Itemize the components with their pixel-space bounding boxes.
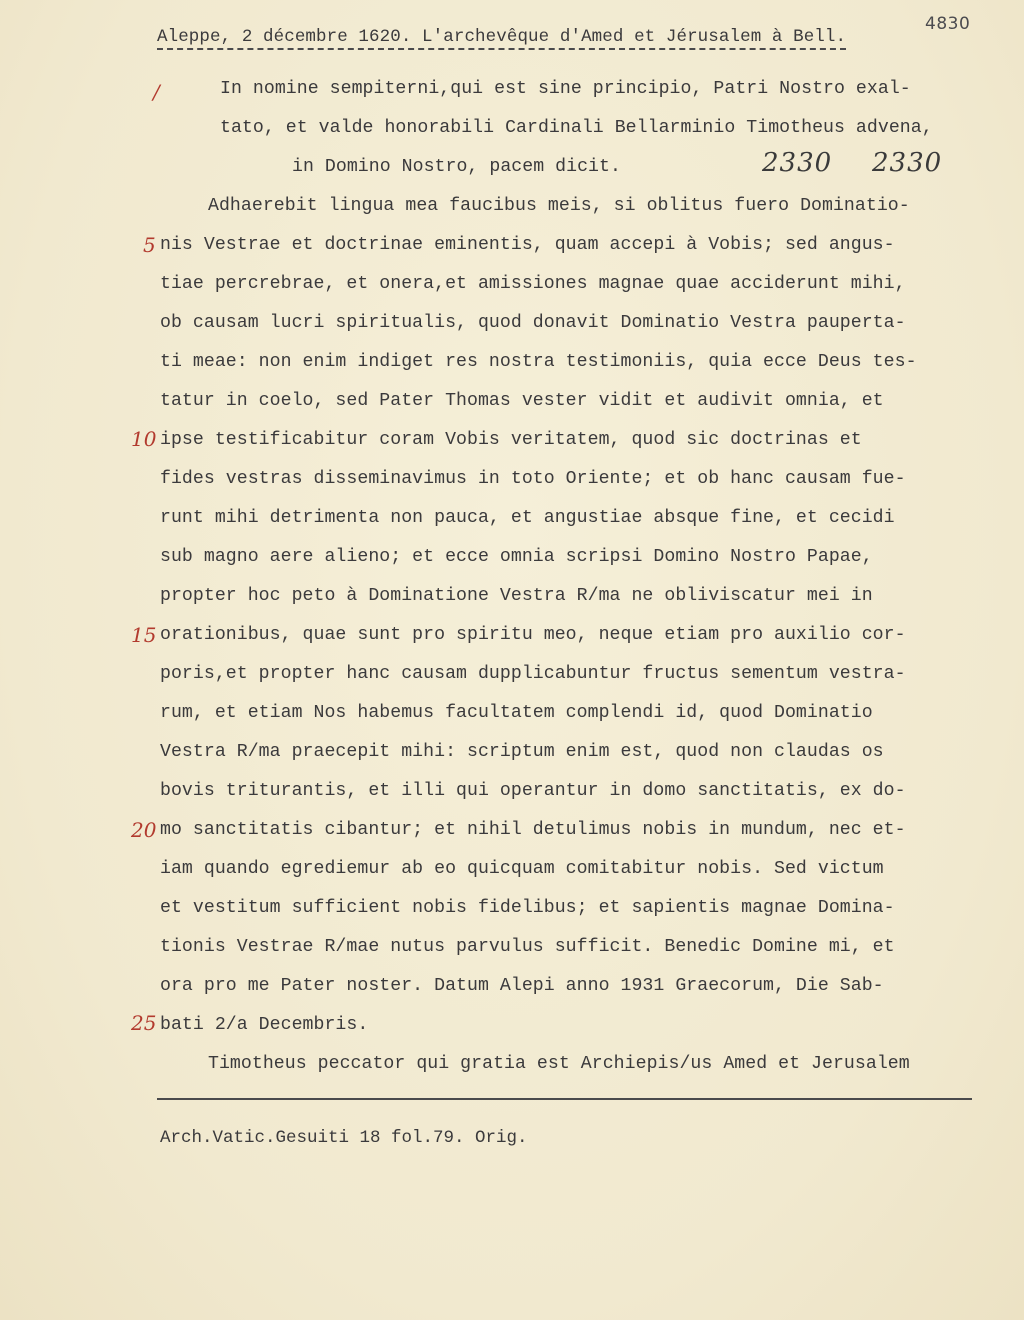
pencil-number-left: 2330 <box>762 148 833 178</box>
text-line: fides vestras disseminavimus in toto Oriente; et ob hanc causam fue- <box>160 469 906 489</box>
text-line: tiae percrebrae, et onera,et amissiones magnae quae acciderunt mihi, <box>160 274 906 294</box>
text-line: et vestitum sufficient nobis fidelibus; et sapientis magnae Domina- <box>160 898 895 918</box>
document-heading: Aleppe, 2 décembre 1620. L'archevêque d'Amed et Jérusalem à Bell. <box>157 27 846 50</box>
text-line: in Domino Nostro, pacem dicit. <box>292 157 621 177</box>
text-line: rum, et etiam Nos habemus facultatem complendi id, quod Dominatio <box>160 703 873 723</box>
text-line: tatur in coelo, sed Pater Thomas vester vidit et audivit omnia, et <box>160 391 884 411</box>
text-line: tato, et valde honorabili Cardinali Bellarminio Timotheus advena, <box>220 118 933 138</box>
line-marker-1: / <box>153 80 160 104</box>
pencil-number-right: 2330 <box>872 148 943 178</box>
footer-divider <box>157 1098 972 1100</box>
text-line: bovis triturantis, et illi qui operantur in domo sanctitatis, ex do- <box>160 781 906 801</box>
text-line: runt mihi detrimenta non pauca, et angustiae absque fine, et cecidi <box>160 508 895 528</box>
line-marker-15: 15 <box>131 623 157 647</box>
text-line: sub magno aere alieno; et ecce omnia scripsi Domino Nostro Papae, <box>160 547 873 567</box>
text-line: ob causam lucri spiritualis, quod donavit Dominatio Vestra pauperta- <box>160 313 906 333</box>
line-marker-25: 25 <box>131 1011 157 1035</box>
text-line: Vestra R/ma praecepit mihi: scriptum enim est, quod non claudas os <box>160 742 884 762</box>
line-marker-5: 5 <box>143 233 156 257</box>
text-line: ipse testificabitur coram Vobis veritatem, quod sic doctrinas et <box>160 430 862 450</box>
text-line: tionis Vestrae R/mae nutus parvulus sufficit. Benedic Domine mi, et <box>160 937 895 957</box>
text-line: bati 2/a Decembris. <box>160 1015 369 1035</box>
text-line: orationibus, quae sunt pro spiritu meo, neque etiam pro auxilio cor- <box>160 625 906 645</box>
line-marker-10: 10 <box>131 427 157 451</box>
folio-number: 4830 <box>925 14 971 34</box>
archive-source-note: Arch.Vatic.Gesuiti 18 fol.79. Orig. <box>160 1128 528 1148</box>
text-line: iam quando egrediemur ab eo quicquam comitabitur nobis. Sed victum <box>160 859 884 879</box>
text-line: poris,et propter hanc causam dupplicabuntur fructus sementum vestra- <box>160 664 906 684</box>
text-line: nis Vestrae et doctrinae eminentis, quam accepi à Vobis; sed angus- <box>160 235 895 255</box>
text-line: Adhaerebit lingua mea faucibus meis, si oblitus fuero Dominatio- <box>208 196 910 216</box>
line-marker-20: 20 <box>131 818 157 842</box>
text-line: ti meae: non enim indiget res nostra testimoniis, quia ecce Deus tes- <box>160 352 917 372</box>
text-line: propter hoc peto à Dominatione Vestra R/ma ne obliviscatur mei in <box>160 586 873 606</box>
text-line: In nomine sempiterni,qui est sine principio, Patri Nostro exal- <box>220 79 911 99</box>
signature-line: Timotheus peccator qui gratia est Archiepis/us Amed et Jerusalem <box>208 1054 910 1074</box>
text-line: mo sanctitatis cibantur; et nihil detulimus nobis in mundum, nec et- <box>160 820 906 840</box>
text-line: ora pro me Pater noster. Datum Alepi anno 1931 Graecorum, Die Sab- <box>160 976 884 996</box>
